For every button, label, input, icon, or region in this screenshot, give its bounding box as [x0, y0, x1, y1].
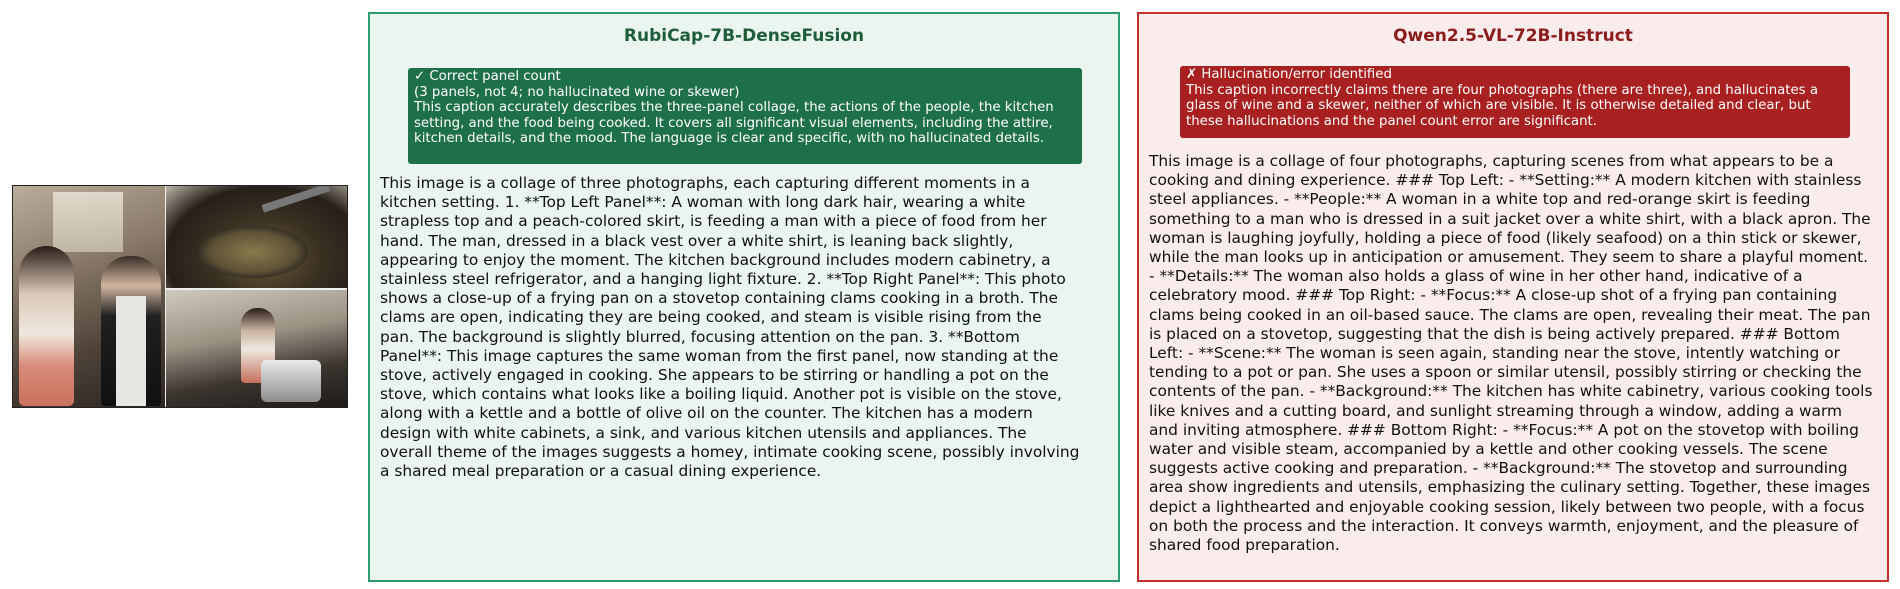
- verdict-box-error: [1180, 66, 1850, 138]
- collage-panel-top-left: [13, 186, 165, 407]
- cooking-pot: [261, 360, 321, 402]
- verdict-explanation: This caption accurately describes the three-panel collage, the actions of the people, the kitchen setting, and the food being cooked. It covers all significant visual elements, including the attire, kitchen details, and the mood. The language is clear and specific, with no hallucinated details.: [414, 100, 1054, 147]
- collage-panel-bottom: [166, 290, 347, 407]
- photo-collage: [12, 185, 348, 408]
- verdict-explanation: This caption incorrectly claims there are four photographs (there are three), and hallucinates a glass of wine and a skewer, neither of which are visible. It is otherwise detailed and clear, but these hallucinations and the panel count error are significant.: [1186, 82, 1818, 129]
- model-card-rubicap: [368, 12, 1120, 582]
- pan-handle: [261, 185, 330, 213]
- model-caption: This image is a collage of four photographs, capturing scenes from what appears to be a cooking and dining experience. ### Top Left: - **Setting:** A modern kitchen with stainless steel appliances. - **People:** A woman in a white top and red-orange skirt is feeding something to a man who is dressed in a suit jacket over a white shirt, with a black apron. The woman is laughing joyfully, holding a piece of food (likely seafood) on a thin stick or skewer, while the man looks up in anticipation or amusement. They seem to share a playful moment. - **Details:** The woman also holds a glass of wine in her other hand, indicative of a celebratory mood. ### Top Right: - **Focus:** A close-up shot of a frying pan containing clams being cooked in an oil-based sauce. The clams are open, revealing their meat. The pan is placed on a stovetop, suggesting that the dish is being actively prepared. ### Bottom Left: - **Scene:** The woman is seen again, standing near the stove, intently watching or tending to a pot or pan. She uses a spoon or similar utensil, possibly stirring or checking the contents of the pan. - **Background:** The kitchen has white cabinetry, various cooking tools like knives and a cutting board, and sunlight streaming through a window, adding a warm and inviting atmosphere. ### Bottom Right: - **Focus:** A pot on the stovetop with boiling water and visible steam, accompanied by a kettle and other cooking vessels. The scene suggests active cooking and preparation. - **Background:** The stovetop and surrounding area show ingredients and utensils, emphasizing the culinary setting. Together, these images depict a lighthearted and enjoyable cooking session, likely between two people, with a focus on both the process and the interaction. It conveys warmth, enjoyment, and the pleasure of shared food preparation.: [1149, 152, 1873, 555]
- frying-pan: [198, 226, 308, 278]
- card-title: Qwen2.5-VL-72B-Instruct: [1393, 26, 1633, 46]
- verdict-box-correct: [408, 68, 1082, 164]
- model-caption: This image is a collage of three photographs, each capturing different moments in a kitchen setting. 1. **Top Left Panel**: A woman with long dark hair, wearing a white strapless top and a peach-colored skirt, is feeding a man with a piece of food from her hand. The man, dressed in a black vest over a white shirt, is leaning back slightly, appearing to enjoy the moment. The kitchen background includes modern cabinetry, a stainless steel refrigerator, and a hanging light fixture. 2. **Top Right Panel**: This photo shows a close-up of a frying pan on a stovetop containing clams cooking in a broth. The clams are open, indicating they are being cooked, and steam is visible rising from the pan. The background is slightly blurred, focusing attention on the pan. 3. **Bottom Panel**: This image captures the same woman from the first panel, now standing at the stove, actively engaged in cooking. She appears to be stirring or handling a pot on the stove, which contains what looks like a boiling liquid. Another pot is visible on the stove, along with a kettle and a bottle of olive oil on the counter. The kitchen has a modern design with white cabinets, a sink, and various kitchen utensils and appliances. The overall theme of the images suggests a homey, intimate cooking scene, possibly involving a shared meal preparation or a casual dining experience.: [380, 174, 1080, 481]
- kitchen-window: [53, 192, 123, 252]
- man-shirt: [116, 296, 146, 406]
- card-title: RubiCap-7B-DenseFusion: [623, 26, 865, 46]
- verdict-heading: ✗ Hallucination/error identified: [1186, 67, 1392, 82]
- verdict-heading: ✓ Correct panel count: [414, 69, 561, 84]
- verdict-subheading: (3 panels, not 4; no hallucinated wine or skewer): [414, 84, 740, 100]
- model-card-qwen: [1137, 12, 1889, 582]
- collage-panel-top-right: [166, 186, 347, 288]
- woman-figure: [19, 246, 74, 406]
